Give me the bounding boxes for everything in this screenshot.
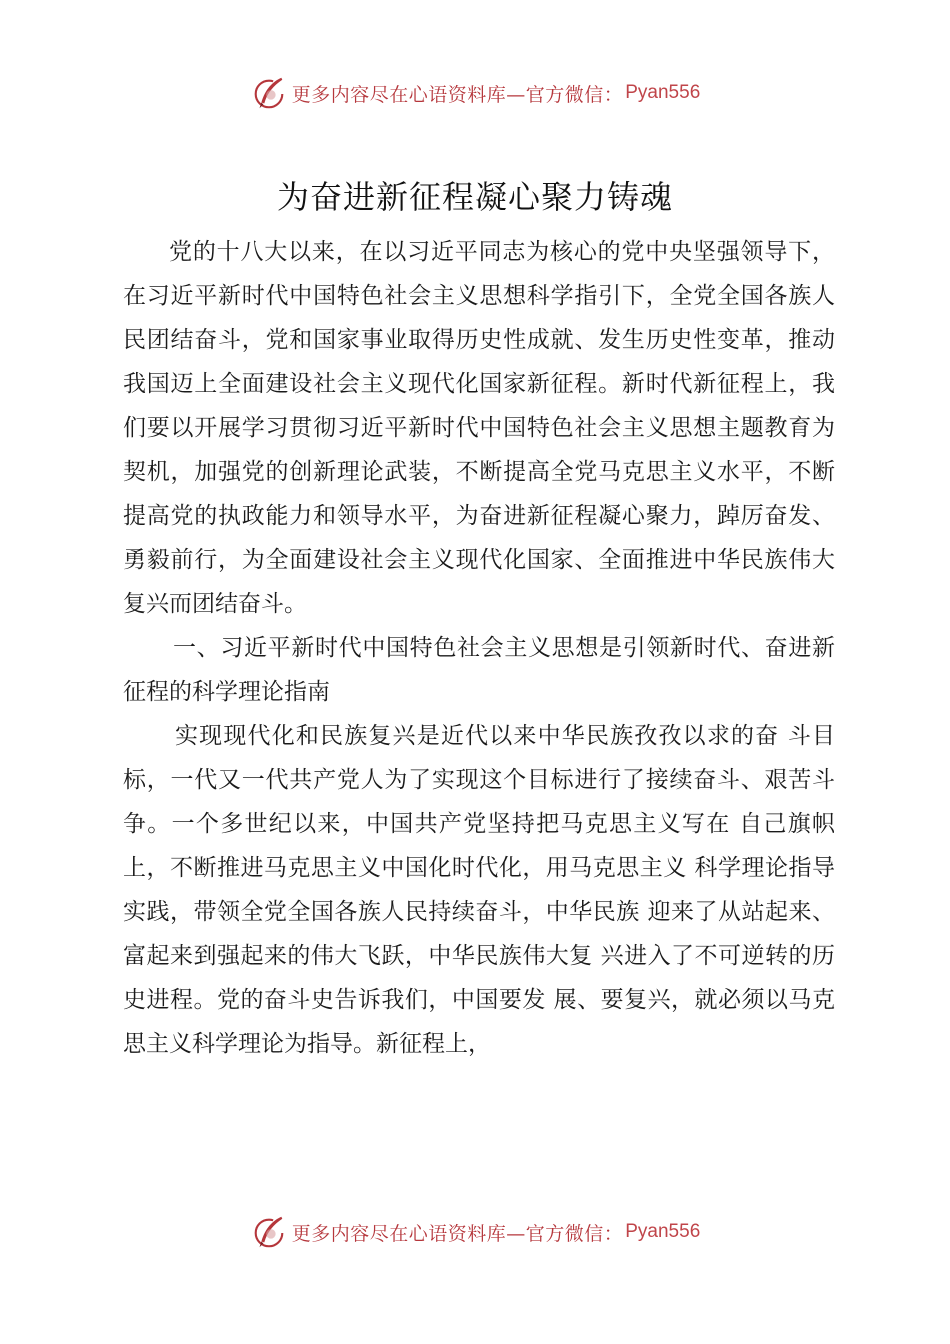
section-heading: 一、习近平新时代中国特色社会主义思想是引领新时代、奋进新征程的科学理论指南	[123, 635, 835, 705]
quill-pen-logo-icon	[250, 1213, 288, 1251]
document-title: 为奋进新征程凝心聚力铸魂	[276, 178, 673, 216]
paragraph: 实现现代化和民族复兴是近代以来中华民族孜孜以求的奋 斗目标，一代又一代共产党人为了实现这个目标进行了接续奋斗、艰苦斗争。一个多世纪以来，中国共产党坚持把马克思主义写在 自己旗帜上，不断推进马克思主义中国化时代化，用马克思主义 科学理论指导实践，带领全党全国各族人民持续奋斗，中华民族 迎来了从站起来、富起来到强起来的伟大飞跃，中华民族伟大复 兴进入了不可逆转的历史进程。党的奋斗史告诉我们，中国要发 展、要复兴，就必须以马克思主义科学理论为指导。新征程上，	[123, 723, 835, 1057]
banner-contact: Pyan556	[625, 82, 701, 103]
header-banner	[0, 71, 950, 115]
banner-text: 更多内容尽在心语资料库—官方微信：	[291, 83, 624, 106]
footer-banner	[0, 1210, 950, 1254]
banner-text: 更多内容尽在心语资料库—官方微信：	[291, 1222, 624, 1245]
paragraph: 党的十八大以来，在以习近平同志为核心的党中央坚强领导下，在习近平新时代中国特色社会主义思想科学指引下，全党全国各族人民团结奋斗，党和国家事业取得历史性成就、发生历史性变革，推动我国迈上全面建设社会主义现代化国家新征程。新时代新征程上，我们要以开展学习贯彻习近平新时代中国特色社会主义思想主题教育为契机，加强党的创新理论武装，不断提高全党马克思主义水平，不断提高党的执政能力和领导水平，为奋进新征程凝心聚力，踔厉奋发、勇毅前行，为全面建设社会主义现代化国家、全面推进中华民族伟大复兴而团结奋斗。	[123, 239, 835, 617]
banner-contact: Pyan556	[625, 1221, 701, 1242]
document-body	[123, 230, 835, 1066]
quill-pen-logo-icon	[250, 74, 288, 112]
